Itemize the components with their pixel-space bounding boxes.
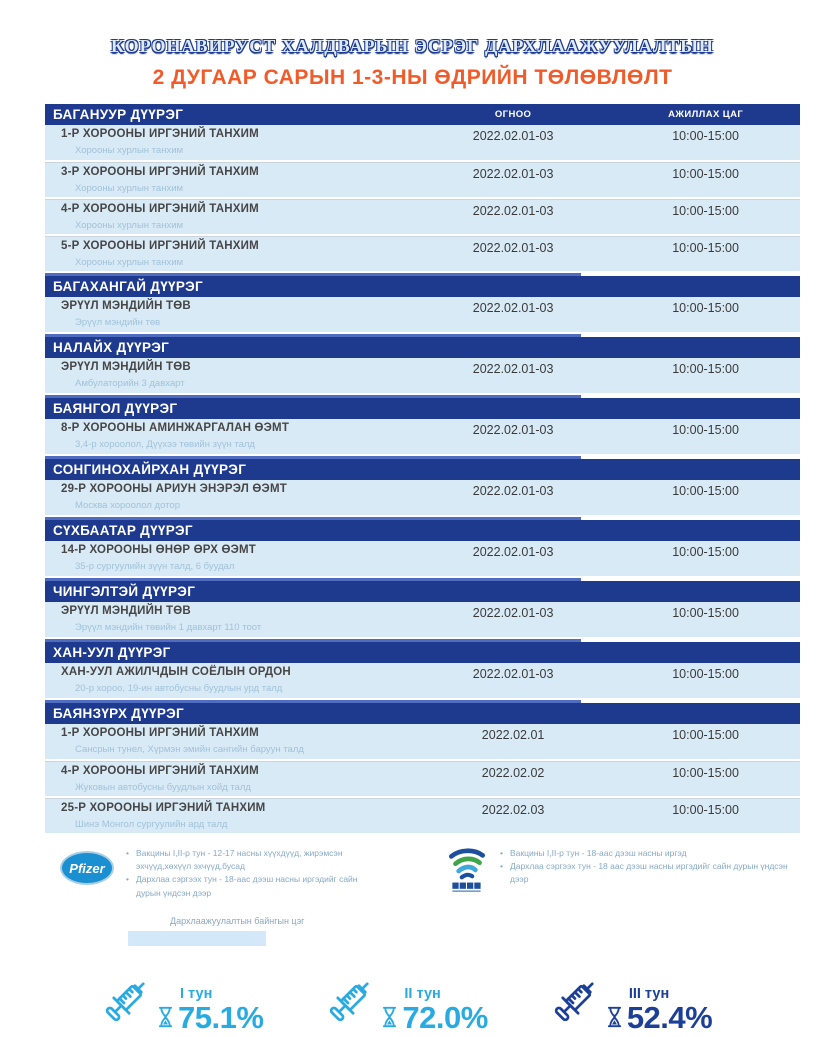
venue-cell <box>45 422 415 454</box>
venue-cell <box>45 128 415 160</box>
date-cell: 2022.02.01-03 <box>472 423 554 437</box>
district-header <box>45 104 800 125</box>
dose-percentage: 72.0% <box>402 1000 488 1036</box>
venue-location: Хорооны хурлын танхим <box>75 145 184 156</box>
district-header <box>45 520 800 541</box>
venue-name: 14-Р ХОРООНЫ ӨНӨР ӨРХ ӨЭМТ <box>61 544 257 556</box>
table-row <box>45 297 800 334</box>
page-title: КОРОНАВИРУСТ ХАЛДВАРЫН ЭСРЭГ ДАРХЛААЖУУЛАЛТЫН <box>111 36 714 56</box>
venue-location: Амбулаторийн 3 давхарт <box>75 378 185 389</box>
venue-location: Хорооны хурлын танхим <box>75 220 184 231</box>
time-cell: 10:00-15:00 <box>672 728 739 742</box>
hourglass-icon <box>381 1006 398 1033</box>
district-header <box>45 703 800 724</box>
note-item: • Дархлаа сэргээх тун - 18 аас дээш насны иргэдийг сайн дурын үндсэн дээр <box>500 860 790 886</box>
district-section <box>45 520 800 578</box>
venue-location: 20-р хороо, 19-ин автобусны буудлын урд талд <box>75 683 283 694</box>
pfizer-note-block <box>60 847 378 900</box>
district-section <box>45 703 800 835</box>
dose-stat <box>544 974 713 1036</box>
venue-location: Сансрын тунел, Хүрмэн эмийн сангийн баруун талд <box>75 744 304 755</box>
district-section <box>45 581 800 639</box>
time-cell: 10:00-15:00 <box>672 803 739 817</box>
date-cell: 2022.02.01-03 <box>472 301 554 315</box>
time-cell: 10:00-15:00 <box>672 484 739 498</box>
venue-name: 5-Р ХОРООНЫ ИРГЭНИЙ ТАНХИМ <box>61 240 259 252</box>
date-cell: 2022.02.01-03 <box>472 667 554 681</box>
table-row <box>45 199 800 236</box>
dose-stat <box>319 974 488 1036</box>
venue-cell <box>45 361 415 393</box>
venue-name: ЭРҮҮЛ МЭНДИЙН ТӨВ <box>61 605 191 617</box>
venue-location: 3,4-р хороолол, Дүүхээ төвийн зүүн талд <box>75 439 255 450</box>
venue-location: 35-р сургуулийн зүүн талд, 6 буудал <box>75 561 235 572</box>
time-cell: 10:00-15:00 <box>672 606 739 620</box>
permanent-point-block <box>0 916 825 946</box>
date-cell: 2022.02.01-03 <box>472 362 554 376</box>
time-cell: 10:00-15:00 <box>672 766 739 780</box>
dose-label: III тун <box>628 986 670 1003</box>
district-section <box>45 398 800 456</box>
district-header <box>45 276 800 297</box>
district-header <box>45 581 800 602</box>
venue-cell <box>45 765 415 796</box>
district-header <box>45 337 800 358</box>
table-row <box>45 236 800 273</box>
dose-percentage: 52.4% <box>626 1000 713 1036</box>
table-row <box>45 480 800 517</box>
venue-name: 3-Р ХОРООНЫ ИРГЭНИЙ ТАНХИМ <box>61 166 259 178</box>
venue-name: ХАН-УУЛ АЖИЛЧДЫН СОЁЛЫН ОРДОН <box>61 666 291 678</box>
date-cell: 2022.02.01-03 <box>472 484 554 498</box>
date-cell: 2022.02.01-03 <box>472 545 554 559</box>
district-name: СОНГИНОХАЙРХАН ДҮҮРЭГ <box>53 462 247 477</box>
date-cell: 2022.02.02 <box>481 766 545 780</box>
dose-label: II тун <box>404 986 441 1003</box>
time-cell: 10:00-15:00 <box>672 545 739 559</box>
date-cell: 2022.02.01 <box>481 728 545 742</box>
venue-cell <box>45 483 415 515</box>
table-row <box>45 724 800 761</box>
venue-cell <box>45 544 415 576</box>
time-cell: 10:00-15:00 <box>672 129 739 143</box>
vaccine-notes <box>0 847 825 900</box>
venue-location: Эрүүл мэндийн төв <box>75 317 161 328</box>
district-header <box>45 642 800 663</box>
time-cell: 10:00-15:00 <box>672 667 739 681</box>
district-name: СҮХБААТАР ДҮҮРЭГ <box>53 523 193 538</box>
date-cell: 2022.02.01-03 <box>472 241 554 255</box>
syringe-icon <box>319 974 377 1037</box>
time-cell: 10:00-15:00 <box>672 204 739 218</box>
venue-cell <box>45 300 415 332</box>
sinopharm-notes-list <box>500 847 790 887</box>
vaccination-schedule-poster <box>0 36 825 1036</box>
schedule-table <box>45 104 800 835</box>
table-row <box>45 541 800 578</box>
district-name: ХАН-УУЛ ДҮҮРЭГ <box>53 645 171 660</box>
date-cell: 2022.02.01-03 <box>472 129 554 143</box>
table-row <box>45 798 800 835</box>
dose-label: I тун <box>180 986 213 1003</box>
table-row <box>45 761 800 798</box>
dose-coverage-stats <box>0 974 825 1036</box>
venue-location: Москва хороолол дотор <box>75 500 180 511</box>
venue-name: 1-Р ХОРООНЫ ИРГЭНИЙ ТАНХИМ <box>61 727 259 739</box>
district-name: БАЯНГОЛ ДҮҮРЭГ <box>53 401 178 416</box>
time-cell: 10:00-15:00 <box>672 362 739 376</box>
venue-cell <box>45 666 415 698</box>
sinopharm-logo <box>446 847 488 898</box>
date-cell: 2022.02.01-03 <box>472 606 554 620</box>
venue-name: 1-Р ХОРООНЫ ИРГЭНИЙ ТАНХИМ <box>61 128 259 140</box>
district-section <box>45 104 800 273</box>
venue-name: 29-Р ХОРООНЫ АРИУН ЭНЭРЭЛ ӨЭМТ <box>61 483 287 495</box>
venue-location: Эрүүл мэндийн төвийн 1 давхарт 110 тоот <box>75 622 262 633</box>
venue-location: Хорооны хурлын танхим <box>75 183 184 194</box>
district-name: ЧИНГЭЛТЭЙ ДҮҮРЭГ <box>53 584 196 599</box>
venue-location: Жуковын автобусны буудлын хойд талд <box>75 782 251 793</box>
hourglass-icon <box>606 1006 623 1033</box>
venue-name: ЭРҮҮЛ МЭНДИЙН ТӨВ <box>61 361 191 373</box>
district-header <box>45 459 800 480</box>
district-name: БАГАХАНГАЙ ДҮҮРЭГ <box>53 279 203 294</box>
note-item: • Вакцины I,II-р тун - 18-аас дээш насны иргэд <box>500 847 790 860</box>
time-cell: 10:00-15:00 <box>672 423 739 437</box>
dose-stat-text <box>381 986 488 1036</box>
note-item: • Дархлаа сэргээх тун - 18-аас дээш насны иргэдийг сайн дурын үндсэн дээр <box>126 873 378 899</box>
district-header <box>45 398 800 419</box>
table-row <box>45 419 800 456</box>
note-item: • Вакцины I,II-р тун - 12-17 насны хүүхдүүд, жирэмсэн эхчүүд,хөхүүл эхчүүд,бусад <box>126 847 378 873</box>
dose-stat <box>95 974 264 1036</box>
column-header-time: АЖИЛЛАХ ЦАГ <box>668 109 744 120</box>
dose-stat-text <box>606 986 713 1036</box>
dose-value-row <box>381 1000 488 1036</box>
pfizer-notes-list <box>126 847 378 900</box>
venue-cell <box>45 605 415 637</box>
district-name: БАГАНУУР ДҮҮРЭГ <box>53 107 184 122</box>
hourglass-icon <box>157 1006 174 1033</box>
time-cell: 10:00-15:00 <box>672 241 739 255</box>
syringe-icon <box>544 974 602 1037</box>
page-subtitle: 2 ДУГААР САРЫН 1-3-НЫ ӨДРИЙН ТӨЛӨВЛӨЛТ <box>152 66 673 89</box>
sinopharm-note-block <box>446 847 790 900</box>
table-row <box>45 602 800 639</box>
venue-location: Шинэ Монгол сургуулийн ард талд <box>75 819 228 830</box>
pfizer-logo <box>60 851 114 885</box>
dose-stat-text <box>157 986 264 1036</box>
table-row <box>45 358 800 395</box>
highlight-bar <box>128 931 266 946</box>
table-row <box>45 162 800 199</box>
table-row <box>45 125 800 162</box>
district-section <box>45 337 800 395</box>
district-section <box>45 642 800 700</box>
district-section <box>45 459 800 517</box>
dose-value-row <box>606 1000 713 1036</box>
pfizer-logo-text: Pfizer <box>69 860 105 876</box>
date-cell: 2022.02.01-03 <box>472 204 554 218</box>
time-cell: 10:00-15:00 <box>672 301 739 315</box>
permanent-point-caption: Дархлаажуулалтын байнгын цэг <box>170 915 305 926</box>
date-cell: 2022.02.03 <box>481 803 545 817</box>
venue-name: 8-Р ХОРООНЫ АМИНЖАРГАЛАН ӨЭМТ <box>61 422 290 434</box>
venue-cell <box>45 166 415 197</box>
venue-cell <box>45 802 415 833</box>
venue-name: ЭРҮҮЛ МЭНДИЙН ТӨВ <box>61 300 191 312</box>
venue-cell <box>45 727 415 759</box>
district-section <box>45 276 800 334</box>
venue-location: Хорооны хурлын танхим <box>75 257 184 268</box>
column-header-date: ОГНОО <box>494 109 532 120</box>
venue-cell <box>45 203 415 234</box>
district-name: НАЛАЙХ ДҮҮРЭГ <box>53 340 170 355</box>
venue-name: 4-Р ХОРООНЫ ИРГЭНИЙ ТАНХИМ <box>61 203 259 215</box>
table-row <box>45 663 800 700</box>
venue-name: 25-Р ХОРООНЫ ИРГЭНИЙ ТАНХИМ <box>61 802 266 814</box>
dose-percentage: 75.1% <box>178 1000 264 1036</box>
district-name: БАЯНЗҮРХ ДҮҮРЭГ <box>53 706 184 721</box>
date-cell: 2022.02.01-03 <box>472 167 554 181</box>
venue-name: 4-Р ХОРООНЫ ИРГЭНИЙ ТАНХИМ <box>61 765 259 777</box>
time-cell: 10:00-15:00 <box>672 167 739 181</box>
venue-cell <box>45 240 415 271</box>
syringe-icon <box>95 974 153 1037</box>
dose-value-row <box>157 1000 264 1036</box>
